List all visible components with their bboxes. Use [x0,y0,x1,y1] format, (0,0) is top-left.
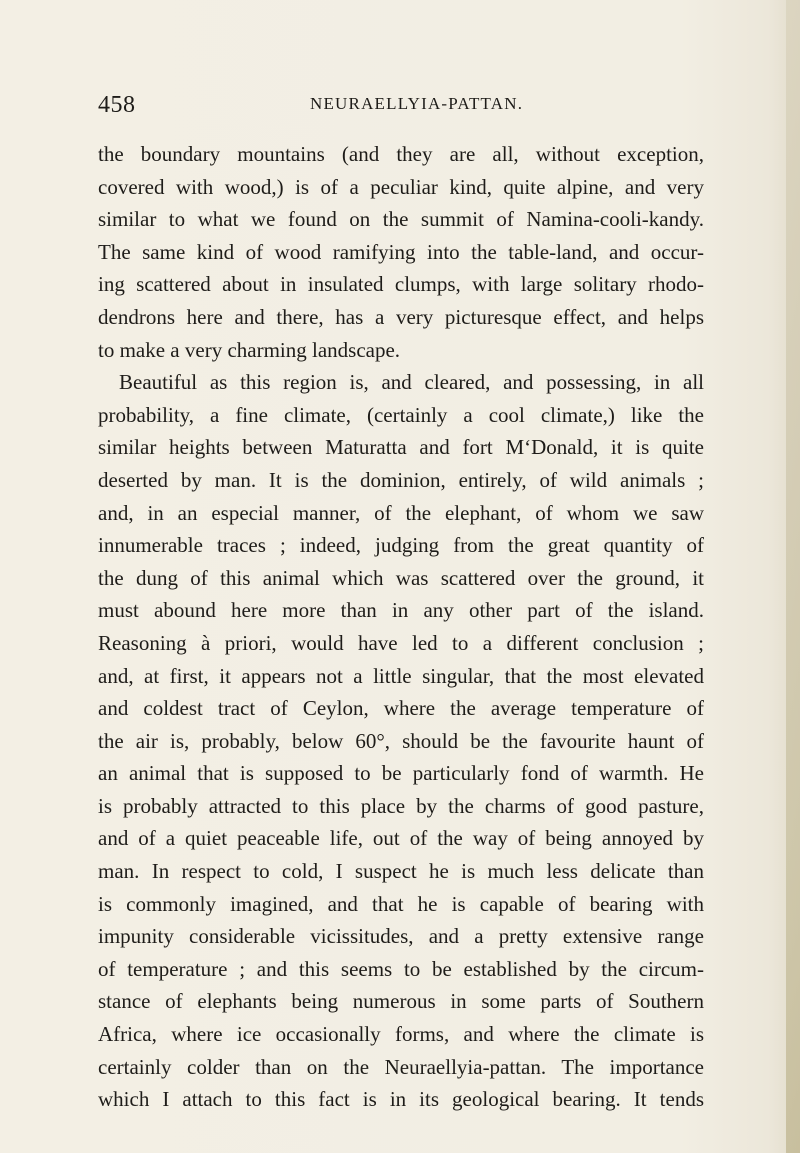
text-line: certainly colder than on the Neuraellyia-pattan. The importance [98,1054,704,1079]
text-line: to make a very charming landscape. [98,337,401,362]
text-line: and, at first, it appears not a little singular, that the most elevated [98,663,704,688]
text-line: the air is, probably, below 60°, should be the favourite haunt of [98,728,704,753]
text-line: must abound here more than in any other part of the island. [98,598,704,623]
text-line: deserted by man. It is the dominion, entirely, of wild animals ; [98,467,704,492]
text-line: Reasoning à priori, would have led to a different conclusion ; [98,630,704,655]
text-line: The same kind of wood ramifying into the table-land, and occur- [98,239,704,264]
page-header [98,92,698,128]
text-line: similar heights between Maturatta and fort M‘Donald, it is quite [98,435,704,460]
text-line: and, in an especial manner, of the elephant, of whom we saw [98,500,704,525]
running-head: NEURAELLYIA-PATTAN. [310,94,524,113]
text-line: ing scattered about in insulated clumps, with large solitary rhodo- [98,272,704,297]
text-line: stance of elephants being numerous in some parts of Southern [98,989,704,1014]
text-line: is commonly imagined, and that he is capable of bearing with [98,891,704,916]
text-line: and coldest tract of Ceylon, where the average temperature of [98,696,704,721]
text-line: impunity considerable vicissitudes, and a pretty extensive range [98,924,704,949]
text-line: man. In respect to cold, I suspect he is much less delicate than [98,859,704,884]
body-text [98,138,704,1116]
text-line: and of a quiet peaceable life, out of the way of being annoyed by [98,826,704,851]
page-number: 458 [98,92,136,118]
page-edge-shadow [786,0,800,1153]
text-line: probability, a fine climate, (certainly a cool climate,) like the [98,402,704,427]
text-line: innumerable traces ; indeed, judging from the great quantity of [98,533,704,558]
text-line: of temperature ; and this seems to be established by the circum- [98,956,704,981]
text-line: the dung of this animal which was scattered over the ground, it [98,565,704,590]
text-line: Africa, where ice occasionally forms, and where the climate is [98,1022,704,1047]
text-line: is probably attracted to this place by the charms of good pasture, [98,793,704,818]
text-line: dendrons here and there, has a very picturesque effect, and helps [98,304,704,329]
text-line: an animal that is supposed to be particularly fond of warmth. He [98,761,704,786]
text-line: similar to what we found on the summit of Namina-cooli-kandy. [98,207,704,232]
text-line: Beautiful as this region is, and cleared, and possessing, in all [119,370,704,395]
text-line: covered with wood,) is of a peculiar kind, quite alpine, and very [98,174,704,199]
text-line: the boundary mountains (and they are all, without exception, [98,142,704,166]
text-line: which I attach to this fact is in its geological bearing. It tends [98,1087,704,1112]
